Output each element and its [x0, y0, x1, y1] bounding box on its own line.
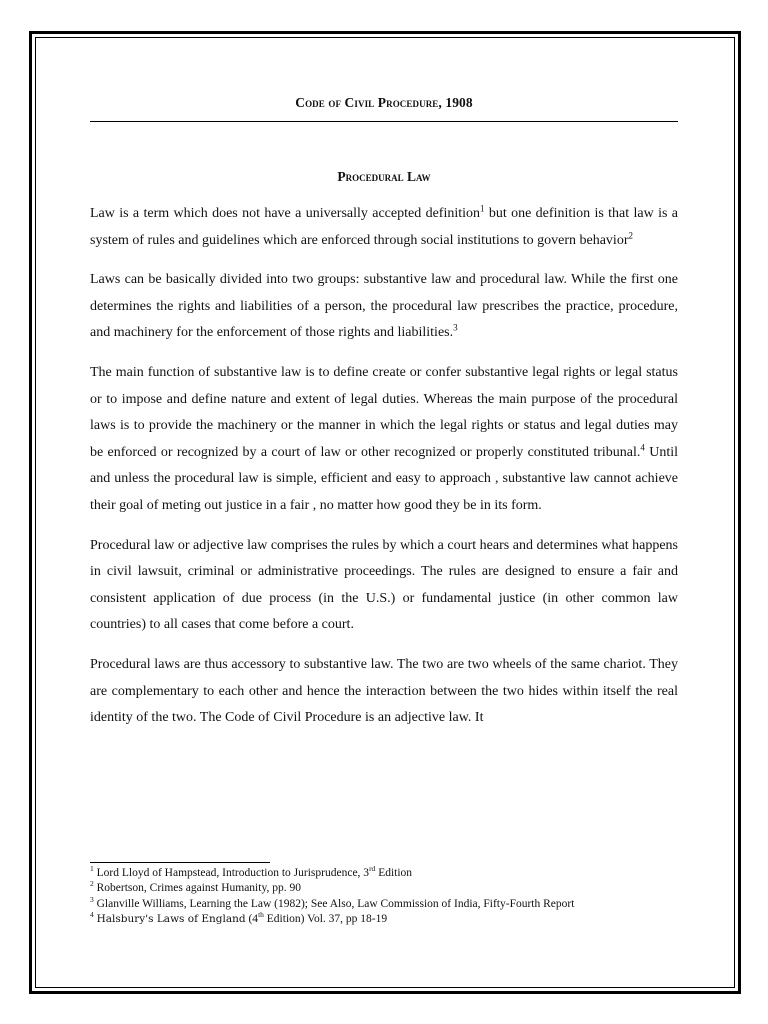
footnote-ref-1: 1	[480, 203, 485, 214]
section-title: Procedural Law	[337, 169, 431, 184]
paragraph-5	[90, 652, 678, 732]
paragraph-text: The main function of substantive law is to define create or confer substantive legal rights or legal status or to impose and define nature and extent of legal duties. Whereas the main purpose of the procedural laws is to provide the machinery or the manner in which the legal rights or status and legal duties may be enforced or recognized by a court of law or other recognized or properly constituted tribunal.	[90, 364, 678, 460]
document-title: Code of Civil Procedure, 1908	[295, 95, 473, 110]
footnote-ref-3: 3	[453, 322, 458, 333]
paragraph-3	[90, 360, 678, 520]
footnote-ref-4: 4	[640, 442, 645, 453]
page-content	[90, 92, 678, 732]
footnote-3	[90, 894, 678, 912]
footnote-rule	[90, 862, 270, 863]
footnote-2	[90, 881, 678, 896]
footnote-4	[90, 912, 678, 927]
footnote-text: Robertson, Crimes against Humanity, pp. 90	[96, 882, 301, 895]
footnote-text: Lord Lloyd of Hampstead, Introduction to Jurisprudence, 3	[96, 867, 370, 879]
footnote-number: 4	[90, 910, 94, 920]
footnote-text: Edition) Vol. 37, pp 18-19	[263, 913, 388, 926]
footnote-ordinal: th	[258, 910, 264, 920]
paragraph-4	[90, 533, 678, 639]
footnote-text: Edition	[375, 867, 413, 879]
footnote-text: (4	[245, 913, 259, 926]
footnote-ordinal: rd	[369, 864, 376, 874]
footnote-text: Glanville Williams, Learning the Law (1982); See Also, Law Commission of India, Fifty-Fourth Report	[96, 897, 575, 910]
paragraph-text: Procedural laws are thus accessory to substantive law. The two are two wheels of the same chariot. They are complementary to each other and hence the interaction between the two hides within itself the real identity of the two. The Code of Civil Procedure is an adjective law. It	[90, 656, 678, 726]
footnote-number: 2	[90, 879, 94, 889]
paragraph-text: Until and unless the procedural law is simple, efficient and easy to approach , substantive law cannot achieve their goal of meting out justice in a fair , no matter how good they be in its form.	[90, 444, 678, 513]
title-rule	[90, 121, 678, 122]
paragraph-text: Procedural law or adjective law comprises the rules by which a court hears and determines what happens in civil lawsuit, criminal or administrative proceedings. The rules are designed to ensure a fair and consistent application of due process (in the U.S.) or fundamental justice (in other common law countries) to all cases that come before a court.	[90, 537, 678, 633]
footnote-number: 3	[90, 894, 94, 904]
footnotes	[90, 862, 678, 928]
footnote-book-title: Halsbury's Laws of England	[96, 913, 246, 926]
paragraph-text: Laws can be basically divided into two groups: substantive law and procedural law. While the first one determines the rights and liabilities of a person, the procedural law prescribes the practice, procedure, and machinery for the enforcement of those rights and liabilities.	[90, 272, 678, 341]
footnote-number: 1	[90, 864, 94, 874]
paragraph-text: Law is a term which does not have a universally accepted definition	[90, 206, 481, 221]
paragraph-text: but one definition is that law is a system of rules and guidelines which are enforced through social institutions to govern behavior	[90, 206, 678, 248]
paragraph-2	[90, 267, 678, 347]
footnote-ref-2: 2	[628, 229, 633, 240]
paragraph-1	[90, 201, 678, 254]
footnote-1	[90, 866, 678, 881]
